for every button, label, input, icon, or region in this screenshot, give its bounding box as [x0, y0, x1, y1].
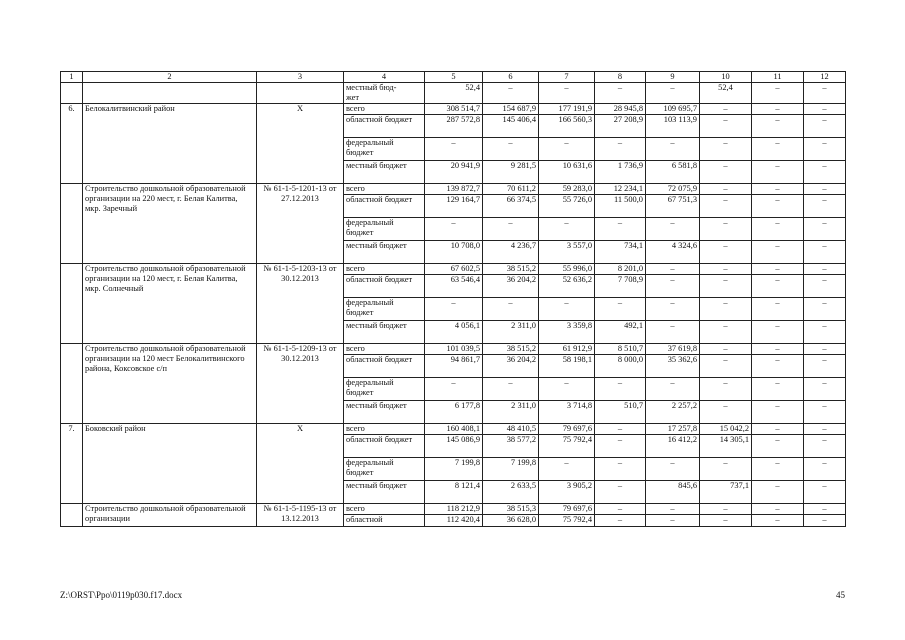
document-ref: Х [257, 424, 344, 504]
funding-source: областной бюджет [344, 355, 425, 378]
value-cell: 94 861,7 [425, 355, 483, 378]
column-number: 12 [804, 72, 846, 83]
value-cell: – [483, 298, 539, 321]
value-cell: 58 198,1 [539, 355, 595, 378]
value-cell: 118 212,9 [425, 504, 483, 515]
value-cell: – [804, 184, 846, 195]
value-cell: 145 406,4 [483, 115, 539, 138]
funding-source: местный бюджет [344, 401, 425, 424]
value-cell: – [539, 298, 595, 321]
funding-source: местный бюджет [344, 481, 425, 504]
funding-source: местный бюджет [344, 321, 425, 344]
value-cell: – [595, 298, 646, 321]
value-cell: 8 000,0 [595, 355, 646, 378]
funding-source: всего [344, 344, 425, 355]
value-cell: – [804, 115, 846, 138]
table-row [61, 344, 846, 355]
value-cell: 737,1 [700, 481, 752, 504]
value-cell: 38 515,2 [483, 264, 539, 275]
value-cell: – [700, 458, 752, 481]
table-row [61, 184, 846, 195]
document-ref: № 61-1-5-1195-13 от 13.12.2013 [257, 504, 344, 527]
value-cell: – [646, 298, 700, 321]
object-name: Боковский район [83, 424, 257, 504]
table-row [61, 104, 846, 115]
value-cell: – [752, 355, 804, 378]
value-cell: – [700, 344, 752, 355]
funding-source: областной [344, 515, 425, 527]
budget-table [60, 71, 846, 527]
value-cell: 7 199,8 [483, 458, 539, 481]
value-cell: 510,7 [595, 401, 646, 424]
value-cell: 166 560,3 [539, 115, 595, 138]
row-number [61, 344, 83, 424]
value-cell: – [752, 275, 804, 298]
value-cell: – [646, 515, 700, 527]
table-row [61, 504, 846, 515]
value-cell: – [539, 218, 595, 241]
funding-source: федеральный бюджет [344, 298, 425, 321]
value-cell: 2 311,0 [483, 321, 539, 344]
document-ref: № 61-1-5-1203-13 от 30.12.2013 [257, 264, 344, 344]
value-cell: – [700, 378, 752, 401]
value-cell: – [483, 218, 539, 241]
document-ref: № 61-1-5-1209-13 от 30.12.2013 [257, 344, 344, 424]
value-cell: – [752, 83, 804, 104]
value-cell: 177 191,9 [539, 104, 595, 115]
value-cell: – [804, 161, 846, 184]
column-number: 10 [700, 72, 752, 83]
value-cell: 75 792,4 [539, 515, 595, 527]
value-cell: 103 113,9 [646, 115, 700, 138]
value-cell: 36 628,0 [483, 515, 539, 527]
value-cell: – [646, 218, 700, 241]
value-cell: 16 412,2 [646, 435, 700, 458]
value-cell: – [595, 504, 646, 515]
value-cell: – [804, 458, 846, 481]
value-cell: 28 945,8 [595, 104, 646, 115]
value-cell: – [539, 83, 595, 104]
value-cell: 79 697,6 [539, 504, 595, 515]
value-cell: – [804, 195, 846, 218]
document-ref: Х [257, 104, 344, 184]
value-cell: 35 362,6 [646, 355, 700, 378]
value-cell: – [752, 298, 804, 321]
value-cell: 845,6 [646, 481, 700, 504]
value-cell: 12 234,1 [595, 184, 646, 195]
value-cell: 59 283,0 [539, 184, 595, 195]
value-cell: – [425, 138, 483, 161]
object-name [83, 83, 257, 104]
value-cell: – [700, 321, 752, 344]
row-number: 7. [61, 424, 83, 504]
value-cell: – [804, 504, 846, 515]
value-cell: – [646, 138, 700, 161]
object-name: Строительство дошкольной образовательной организации на 220 мест, г. Белая Калитва, мкр. Заречный [83, 184, 257, 264]
table-row [61, 264, 846, 275]
row-number [61, 184, 83, 264]
value-cell: 101 039,5 [425, 344, 483, 355]
value-cell: – [595, 378, 646, 401]
value-cell: – [804, 344, 846, 355]
value-cell: 6 581,8 [646, 161, 700, 184]
value-cell: 3 557,0 [539, 241, 595, 264]
value-cell: – [700, 241, 752, 264]
value-cell: – [804, 104, 846, 115]
value-cell: – [804, 424, 846, 435]
table-row [61, 83, 846, 104]
value-cell: 154 687,9 [483, 104, 539, 115]
value-cell: – [804, 264, 846, 275]
value-cell: 10 631,6 [539, 161, 595, 184]
object-name: Строительство дошкольной образовательной организации [83, 504, 257, 527]
value-cell: – [752, 458, 804, 481]
value-cell: – [646, 275, 700, 298]
value-cell: 3 359,8 [539, 321, 595, 344]
funding-source: местный бюджет [344, 241, 425, 264]
value-cell: – [752, 504, 804, 515]
column-number: 4 [344, 72, 425, 83]
row-number: 6. [61, 104, 83, 184]
value-cell: 734,1 [595, 241, 646, 264]
value-cell: 20 941,9 [425, 161, 483, 184]
value-cell: – [700, 138, 752, 161]
value-cell: – [425, 298, 483, 321]
value-cell: 4 324,6 [646, 241, 700, 264]
value-cell: 8 201,0 [595, 264, 646, 275]
value-cell: – [595, 83, 646, 104]
funding-source: всего [344, 264, 425, 275]
value-cell: – [752, 218, 804, 241]
value-cell: 287 572,8 [425, 115, 483, 138]
value-cell: – [595, 424, 646, 435]
value-cell: 67 751,3 [646, 195, 700, 218]
value-cell: – [700, 184, 752, 195]
value-cell: – [804, 355, 846, 378]
value-cell: – [752, 515, 804, 527]
value-cell: – [804, 218, 846, 241]
value-cell: 66 374,5 [483, 195, 539, 218]
value-cell: – [539, 138, 595, 161]
value-cell: 2 311,0 [483, 401, 539, 424]
value-cell: 27 208,9 [595, 115, 646, 138]
value-cell: – [752, 424, 804, 435]
document-ref [257, 83, 344, 104]
value-cell: – [752, 138, 804, 161]
value-cell: 308 514,7 [425, 104, 483, 115]
value-cell: 8 121,4 [425, 481, 483, 504]
funding-source: местный бюджет [344, 161, 425, 184]
value-cell: – [752, 184, 804, 195]
value-cell: 55 996,0 [539, 264, 595, 275]
value-cell: 139 872,7 [425, 184, 483, 195]
value-cell: 52,4 [425, 83, 483, 104]
value-cell: 17 257,8 [646, 424, 700, 435]
document-ref: № 61-1-5-1201-13 от 27.12.2013 [257, 184, 344, 264]
funding-source: местный бюд- жет [344, 83, 425, 104]
value-cell: – [646, 458, 700, 481]
value-cell: 145 086,9 [425, 435, 483, 458]
column-number: 11 [752, 72, 804, 83]
funding-source: федеральный бюджет [344, 138, 425, 161]
value-cell: – [700, 161, 752, 184]
value-cell: 109 695,7 [646, 104, 700, 115]
value-cell: – [752, 115, 804, 138]
value-cell: 15 042,2 [700, 424, 752, 435]
value-cell: 38 515,2 [483, 344, 539, 355]
value-cell: 9 281,5 [483, 161, 539, 184]
value-cell: 492,1 [595, 321, 646, 344]
value-cell: – [752, 344, 804, 355]
funding-source: всего [344, 104, 425, 115]
value-cell: 37 619,8 [646, 344, 700, 355]
value-cell: 48 410,5 [483, 424, 539, 435]
value-cell: – [804, 321, 846, 344]
value-cell: 112 420,4 [425, 515, 483, 527]
funding-source: федеральный бюджет [344, 218, 425, 241]
value-cell: – [752, 481, 804, 504]
value-cell: 36 204,2 [483, 275, 539, 298]
value-cell: 55 726,0 [539, 195, 595, 218]
funding-source: всего [344, 504, 425, 515]
value-cell: – [752, 378, 804, 401]
funding-source: областной бюджет [344, 435, 425, 458]
value-cell: – [804, 401, 846, 424]
value-cell: – [646, 264, 700, 275]
value-cell: – [483, 378, 539, 401]
value-cell: 63 546,4 [425, 275, 483, 298]
column-number: 9 [646, 72, 700, 83]
value-cell: – [425, 378, 483, 401]
value-cell: 3 905,2 [539, 481, 595, 504]
value-cell: 67 602,5 [425, 264, 483, 275]
table-row [61, 424, 846, 435]
row-number [61, 504, 83, 527]
funding-source: федеральный бюджет [344, 378, 425, 401]
value-cell: – [700, 355, 752, 378]
header-row [61, 72, 846, 83]
object-name: Белокалитвинский район [83, 104, 257, 184]
funding-source: областной бюджет [344, 115, 425, 138]
value-cell: 4 236,7 [483, 241, 539, 264]
value-cell: 36 204,2 [483, 355, 539, 378]
value-cell: – [804, 481, 846, 504]
funding-source: всего [344, 424, 425, 435]
value-cell: – [539, 458, 595, 481]
column-number: 1 [61, 72, 83, 83]
funding-source: всего [344, 184, 425, 195]
column-number: 3 [257, 72, 344, 83]
value-cell: – [700, 401, 752, 424]
value-cell: – [804, 298, 846, 321]
value-cell: 3 714,8 [539, 401, 595, 424]
value-cell: 14 305,1 [700, 435, 752, 458]
object-name: Строительство дошкольной образовательной организации на 120 мест, г. Белая Калитва, мкр. Солнечный [83, 264, 257, 344]
value-cell: 4 056,1 [425, 321, 483, 344]
page-number: 45 [836, 590, 845, 600]
value-cell: – [539, 378, 595, 401]
value-cell: – [595, 481, 646, 504]
object-name: Строительство дошкольной образовательной организации на 120 мест Белокалитвинского района, Коксовское с/п [83, 344, 257, 424]
value-cell: 7 199,8 [425, 458, 483, 481]
file-path: Z:\ORST\Ppo\0119p030.f17.docx [60, 590, 183, 600]
value-cell: 129 164,7 [425, 195, 483, 218]
value-cell: – [595, 218, 646, 241]
value-cell: 6 177,8 [425, 401, 483, 424]
funding-source: областной бюджет [344, 195, 425, 218]
value-cell: 72 075,9 [646, 184, 700, 195]
value-cell: – [483, 83, 539, 104]
value-cell: – [752, 241, 804, 264]
value-cell: 160 408,1 [425, 424, 483, 435]
value-cell: 2 257,2 [646, 401, 700, 424]
value-cell: – [595, 515, 646, 527]
value-cell: – [595, 458, 646, 481]
column-number: 5 [425, 72, 483, 83]
value-cell: – [804, 515, 846, 527]
value-cell: 2 633,5 [483, 481, 539, 504]
value-cell: – [752, 195, 804, 218]
value-cell: – [752, 104, 804, 115]
value-cell: 52 636,2 [539, 275, 595, 298]
value-cell: 38 515,3 [483, 504, 539, 515]
column-number: 6 [483, 72, 539, 83]
value-cell: – [700, 104, 752, 115]
value-cell: – [752, 401, 804, 424]
value-cell: – [700, 218, 752, 241]
column-number: 8 [595, 72, 646, 83]
value-cell: – [804, 241, 846, 264]
value-cell: – [700, 275, 752, 298]
value-cell: 7 708,9 [595, 275, 646, 298]
value-cell: – [646, 83, 700, 104]
value-cell: – [804, 83, 846, 104]
funding-source: федеральный бюджет [344, 458, 425, 481]
value-cell: 1 736,9 [595, 161, 646, 184]
value-cell: – [752, 264, 804, 275]
value-cell: – [700, 115, 752, 138]
value-cell: 11 500,0 [595, 195, 646, 218]
value-cell: 75 792,4 [539, 435, 595, 458]
value-cell: – [483, 138, 539, 161]
value-cell: 8 510,7 [595, 344, 646, 355]
value-cell: – [752, 321, 804, 344]
value-cell: 79 697,6 [539, 424, 595, 435]
value-cell: – [700, 264, 752, 275]
value-cell: 70 611,2 [483, 184, 539, 195]
value-cell: – [752, 161, 804, 184]
value-cell: – [804, 435, 846, 458]
value-cell: – [804, 378, 846, 401]
column-number: 2 [83, 72, 257, 83]
value-cell: 61 912,9 [539, 344, 595, 355]
value-cell: 52,4 [700, 83, 752, 104]
value-cell: – [646, 378, 700, 401]
value-cell: 10 708,0 [425, 241, 483, 264]
value-cell: – [700, 298, 752, 321]
value-cell: – [700, 195, 752, 218]
row-number [61, 264, 83, 344]
value-cell: – [646, 504, 700, 515]
value-cell: – [700, 504, 752, 515]
value-cell: – [595, 435, 646, 458]
value-cell: – [700, 515, 752, 527]
value-cell: 38 577,2 [483, 435, 539, 458]
value-cell: – [595, 138, 646, 161]
column-number: 7 [539, 72, 595, 83]
funding-source: областной бюджет [344, 275, 425, 298]
value-cell: – [752, 435, 804, 458]
row-number [61, 83, 83, 104]
value-cell: – [425, 218, 483, 241]
value-cell: – [804, 275, 846, 298]
value-cell: – [646, 321, 700, 344]
value-cell: – [804, 138, 846, 161]
